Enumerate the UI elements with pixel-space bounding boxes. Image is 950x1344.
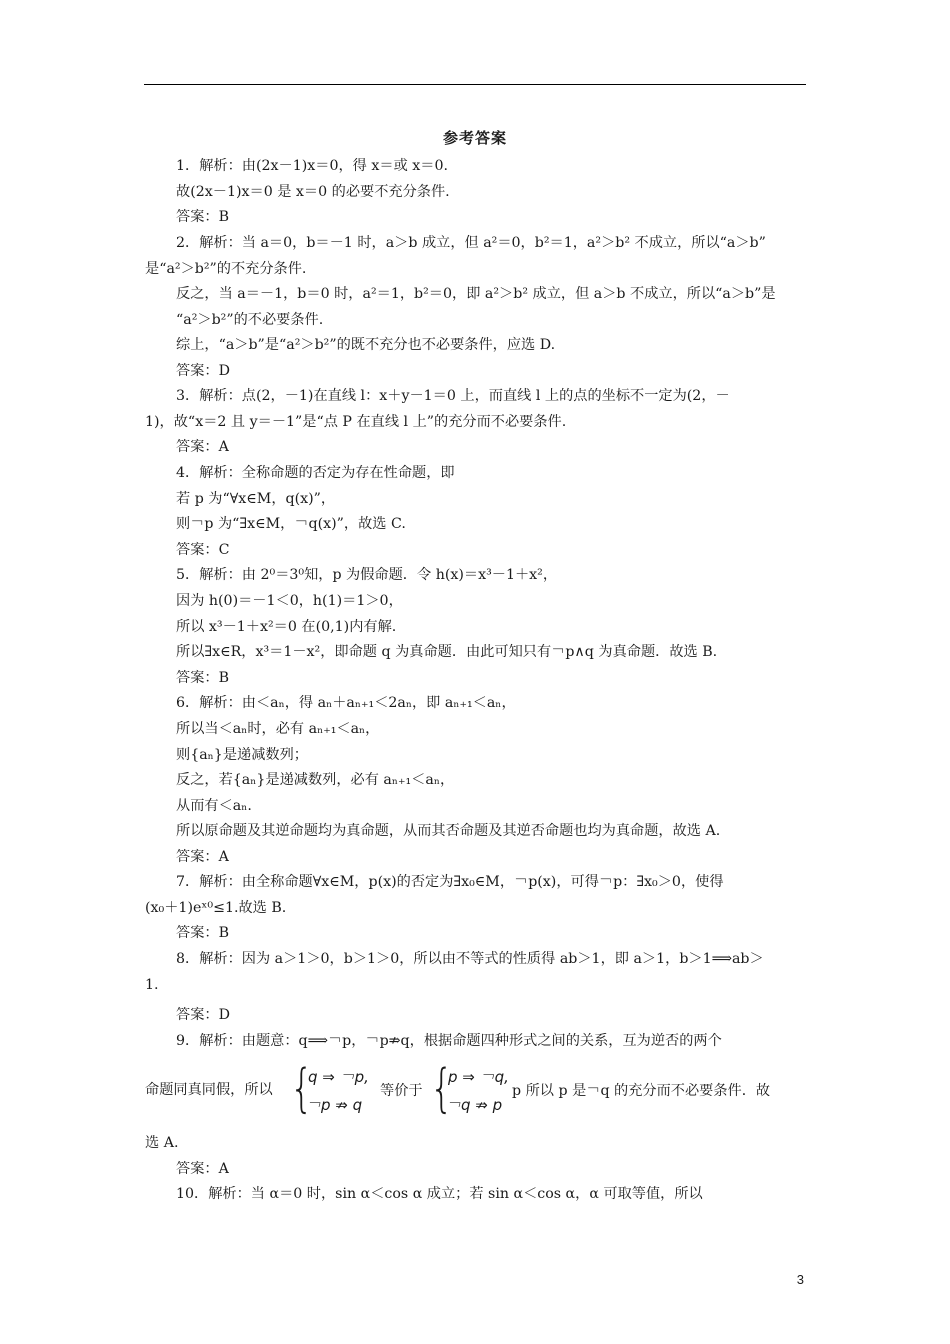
text-line: 10．解析：当 α＝0 时，sin α＜cos α 成立；若 sin α＜cos α，α 可取等值，所以 [176, 1186, 703, 1202]
after-system-text: p 所以 p 是￢q 的充分而不必要条件．故 [512, 1083, 771, 1099]
text-line: 故(2x－1)x＝0 是 x＝0 的必要不充分条件. [176, 184, 450, 200]
system-1-line-2: ￢p ⇏ q [306, 1096, 363, 1114]
text-line: “a²＞b²”的不必要条件. [176, 312, 324, 328]
left-brace-1: { [290, 1059, 314, 1119]
text-line: 因为 h(0)＝－1＜0，h(1)＝1＞0， [176, 593, 403, 609]
text-line: 4．解析：全称命题的否定为存在性命题，即 [176, 465, 455, 481]
text-line: 是“a²＞b²”的不充分条件. [145, 261, 307, 277]
text-line: 答案：A [176, 849, 229, 865]
text-line: 7．解析：由全称命题∀x∈M，p(x)的否定为∃x₀∈M，￢p(x)，可得￢p：∃x₀＞0，使得 [176, 874, 724, 890]
text-line: 所以 x³－1＋x²＝0 在(0,1)内有解. [176, 619, 397, 635]
text-line: 答案：D [176, 1007, 230, 1023]
text-line: 所以原命题及其逆命题均为真命题，从而其否命题及其逆否命题也均为真命题，故选 A. [176, 823, 721, 839]
text-line: 则{aₙ}是递减数列； [176, 747, 308, 763]
text-line: 所以当＜aₙ时，必有 aₙ₊₁＜aₙ， [176, 721, 380, 737]
text-line: 3．解析：点(2，－1)在直线 l：x＋y－1＝0 上，而直线 l 上的点的坐标不一定为(2，－ [176, 388, 730, 404]
text-line: 6．解析：由＜aₙ，得 aₙ＋aₙ₊₁＜2aₙ，即 aₙ₊₁＜aₙ， [176, 695, 516, 711]
text-line: 1. [145, 977, 159, 993]
text-line: 综上，“a＞b”是“a²＞b²”的既不充分也不必要条件，应选 D. [176, 337, 556, 353]
system-2-line-1: p ⇒ ￢q, [448, 1068, 509, 1086]
text-line: 答案：B [176, 925, 229, 941]
text-line: 选 A. [145, 1135, 179, 1151]
text-line: 答案：A [176, 439, 229, 455]
text-line: 答案：D [176, 363, 230, 379]
text-line: 8．解析：因为 a＞1＞0，b＞1＞0，所以由不等式的性质得 ab＞1，即 a＞1，b＞1⟹ab＞ [176, 951, 764, 967]
left-brace-2: { [430, 1059, 454, 1119]
page-number: 3 [796, 1272, 804, 1287]
text-line: 则￢p 为“∃x∈M，￢q(x)”，故选 C. [176, 516, 406, 532]
system-2-line-2: ￢q ⇏ p [446, 1096, 503, 1114]
equiv-text: 等价于 [380, 1083, 423, 1099]
text-line: 反之，若{aₙ}是递减数列，必有 aₙ₊₁＜aₙ， [176, 772, 455, 788]
text-line: 5．解析：由 2⁰＝3⁰知，p 为假命题．令 h(x)＝x³－1＋x²， [176, 567, 558, 583]
text-line: 命题同真同假，所以 [145, 1082, 273, 1098]
text-line: 1)，故“x＝2 且 y＝－1”是“点 P 在直线 l 上”的充分而不必要条件. [145, 414, 567, 430]
text-line: 从而有＜aₙ. [176, 798, 252, 814]
condition-systems [290, 1059, 810, 1121]
text-line: 2．解析：当 a＝0，b＝－1 时，a＞b 成立，但 a²＝0，b²＝1，a²＞b² 不成立，所以“a＞b” [176, 235, 766, 251]
page-title: 参考答案 [442, 129, 507, 147]
text-line: (x₀＋1)eˣ⁰≤1.故选 B. [145, 900, 287, 916]
text-line: 所以∃x∈R，x³＝1－x²，即命题 q 为真命题．由此可知只有￢p∧q 为真命题．故选 B. [176, 644, 718, 660]
text-line: 1．解析：由(2x－1)x＝0，得 x＝或 x＝0. [176, 158, 448, 174]
text-line: 若 p 为“∀x∈M，q(x)”， [176, 491, 336, 507]
header-rule [144, 84, 806, 85]
text-line: 答案：B [176, 670, 229, 686]
text-line: 答案：A [176, 1161, 229, 1177]
text-line: 答案：B [176, 209, 229, 225]
system-1-line-1: q ⇒ ￢p, [308, 1068, 369, 1086]
text-line: 反之，当 a＝－1，b＝0 时，a²＝1，b²＝0，即 a²＞b² 成立，但 a＞b 不成立，所以“a＞b”是 [176, 286, 776, 302]
text-line: 答案：C [176, 542, 230, 558]
text-line: 9．解析：由题意：q⟹￢p，￢p⇏q，根据命题四种形式之间的关系，互为逆否的两个 [176, 1033, 722, 1049]
